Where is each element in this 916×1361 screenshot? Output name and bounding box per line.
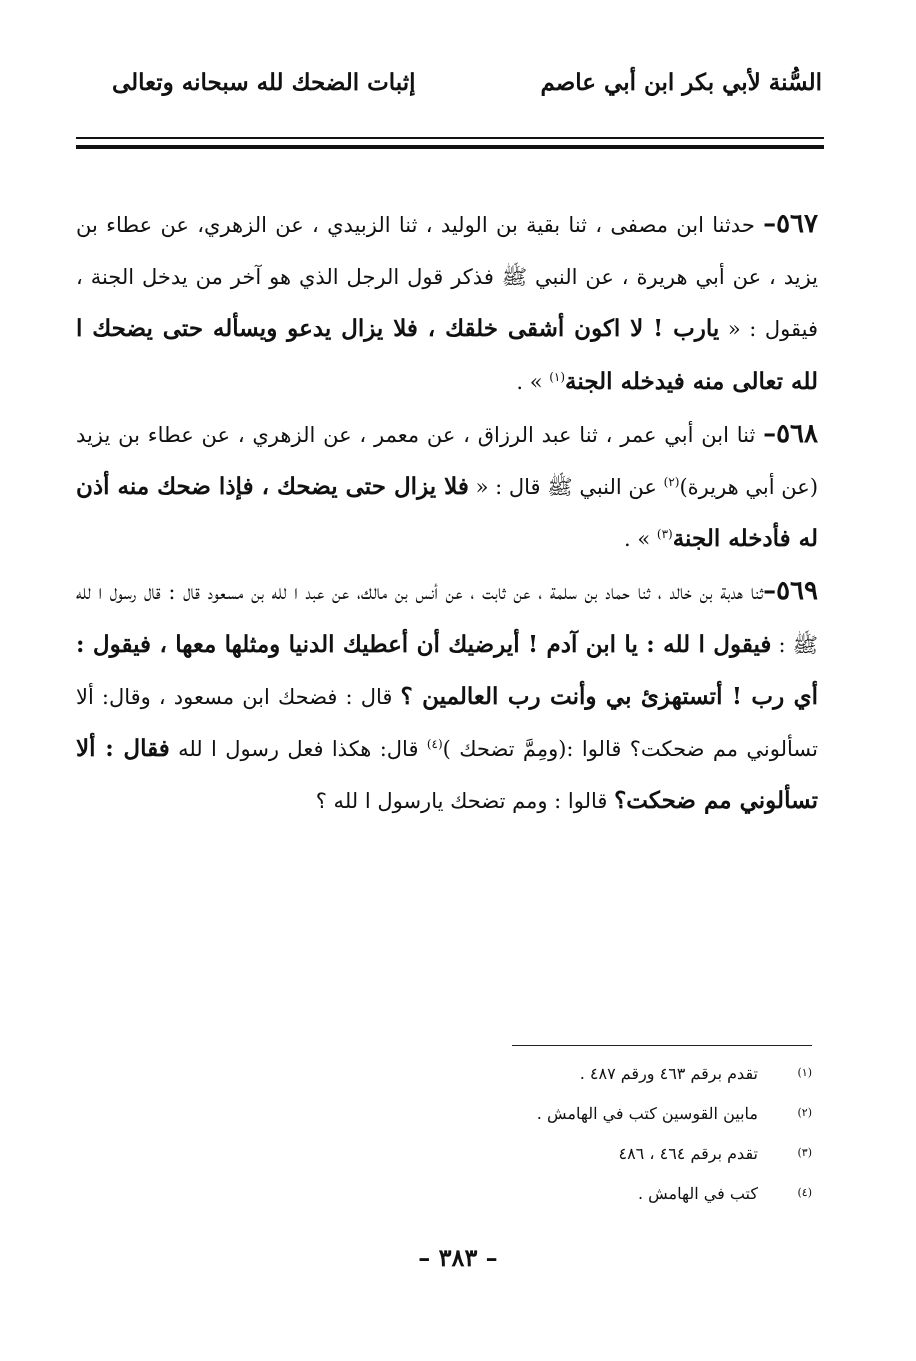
hadith-number: ٥٦٨– [763, 418, 818, 449]
footnote-mark: (١) [797, 1066, 812, 1079]
hadith-number: ٥٦٩– [763, 576, 818, 607]
footnote [380, 1144, 812, 1184]
hadith-text-end: قالوا : ومم تضحك يارسول ا لله ؟ [315, 789, 615, 814]
hadith-text: قال : فضحك ابن مسعود ، وقال: ألا تسألوني مم ضحكت؟ قالوا :(ومِمَّ تضحك ) [76, 684, 818, 762]
hadith-text: حدثنا ابن مصفى ، ثنا بقية بن الوليد ، ثنا الزبيدي ، عن الزهري، عن عطاء بن يزيد ، عن أبي هريرة ، عن النبي ﷺ فذكر قول الرجل الذي هو آخر من يدخل الجنة ، فيقول : « [76, 213, 818, 342]
header-rule-thick [76, 145, 824, 149]
footnote-ref: (٣) [656, 527, 673, 542]
footnote-ref: (٤) [426, 737, 443, 752]
hadith-text: قال: هكذا فعل رسول ا لله [169, 737, 427, 762]
footnotes [380, 1064, 812, 1224]
footnote [380, 1064, 812, 1104]
running-header [112, 62, 822, 102]
hadith-text-end: » . [516, 369, 550, 394]
hadith-text: ثنا ابن أبي عمر ، ثنا عبد الرزاق ، عن معمر ، عن الزهري ، عن عطاء بن يزيد (عن أبي هريرة) [76, 422, 819, 500]
page-number: – ٣٨٣ – [418, 1243, 498, 1272]
book-title: السُّنة لأبي بكر ابن أبي عاصم [540, 68, 822, 96]
footnote-mark: (٢) [797, 1106, 812, 1119]
footnote-text: كتب في الهامش . [637, 1184, 758, 1203]
hadith-text: ثنا هدبة بن خالد ، ثنا حماد بن سلمة ، عن ثابت ، عن أنس بن مالك، عن عبد ا لله بن مسعود قال : قال رسول ا لله ﷺ : [76, 580, 818, 657]
footnote-text: تقدم برقم ٤٦٣ ورقم ٤٨٧ . [579, 1064, 758, 1083]
hadith-568 [76, 408, 818, 566]
hadith-bold-text: فلا يزال حتى يضحك ، فإذا ضحك منه أذن له فأدخله الجنة [76, 473, 818, 553]
hadith-text: عن النبي ﷺ قال : « [468, 475, 664, 500]
hadith-567 [76, 198, 818, 408]
footnote-mark: (٣) [797, 1146, 812, 1159]
chapter-title: إثبات الضحك لله سبحانه وتعالى [112, 68, 416, 96]
footnote-text: تقدم برقم ٤٦٤ ، ٤٨٦ [618, 1144, 758, 1163]
footnote-mark: (٤) [797, 1186, 812, 1199]
footnote-separator [512, 1045, 812, 1046]
hadith-bold-text: يارب ! لا اكون أشقى خلقك ، فلا يزال يدعو ويسأله حتى يضحك ا لله تعالى منه فيدخله الجنة [76, 315, 818, 395]
hadith-number: ٥٦٧– [763, 209, 818, 239]
hadith-569 [76, 565, 818, 827]
footnote [380, 1184, 812, 1224]
footnote-text: مابين القوسين كتب في الهامش . [536, 1104, 758, 1123]
hadith-bold-text: فقال : ألا تسألوني مم ضحكت؟ [76, 735, 818, 815]
footnote-ref: (١) [549, 369, 566, 384]
main-text [76, 198, 818, 827]
footnote [380, 1104, 812, 1144]
hadith-bold-text: فيقول ا لله : يا ابن آدم ! أيرضيك أن أعطيك الدنيا ومثلها معها ، فيقول : أي رب ! أتستهزئ بي وأنت رب العالمين ؟ [76, 630, 818, 710]
footnote-ref: (٢) [663, 475, 680, 490]
hadith-text-end: » . [624, 527, 657, 552]
header-rule-thin [76, 137, 824, 139]
